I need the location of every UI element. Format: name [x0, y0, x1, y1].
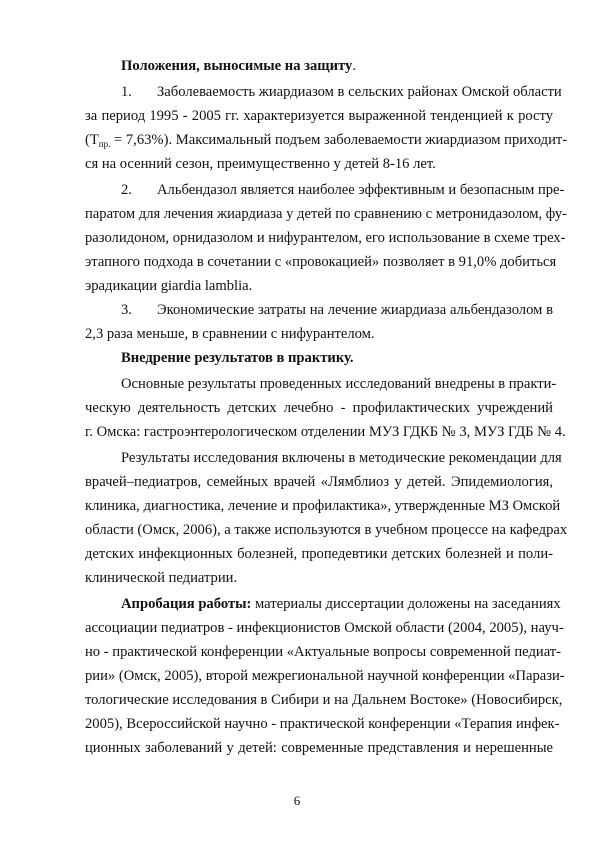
- text-line: этапного подхода в сочетании с «провокацией» позволяет в 91,0% добиться: [85, 254, 557, 270]
- text-line: но - практической конференции «Актуальные вопросы современной педиат-: [85, 644, 562, 660]
- text-line: клиника, диагностика, лечение и профилактика», утвержденные МЗ Омской: [85, 498, 561, 514]
- text-line: разолидоном, орнидазолом и нифурантелом, его использование в схеме трех-: [85, 230, 566, 246]
- text-line: г. Омска: гастроэнтерологическом отделении МУЗ ГДКБ № 3, МУЗ ГДБ № 4.: [85, 424, 566, 440]
- text-line: Основные результаты проведенных исследований внедрены в практи-: [121, 376, 557, 392]
- text-line: ческую деятельность детских лечебно - профилактических учреждений: [85, 400, 553, 416]
- text-line: [85, 131, 568, 153]
- text-line: 2,3 раза меньше, в сравнении с нифурантелом.: [85, 326, 375, 342]
- text-line: детских инфекционных болезней, пропедевтики детских болезней и поли-: [85, 546, 553, 562]
- list-number: 3.: [121, 302, 132, 318]
- section-heading-defense: [85, 57, 553, 75]
- page-number: 6: [293, 793, 301, 808]
- line-text: Заболеваемость жиардиазом в сельских районах Омской области: [157, 84, 562, 100]
- text-line: паратом для лечения жиардиаза у детей по сравнению с метронидазолом, фу-: [85, 206, 568, 222]
- section-heading-implementation: Внедрение результатов в практику.: [121, 350, 354, 366]
- text-line: [85, 181, 565, 199]
- text-line: клинической педиатрии.: [85, 570, 238, 586]
- text-line: рии» (Омск, 2005), второй межрегиональной научной конференции «Парази-: [85, 668, 565, 684]
- subscript: пр.: [98, 139, 111, 149]
- text-line: Результаты исследования включены в методические рекомендации для: [121, 450, 562, 466]
- line-text: = 7,63%). Максимальный подъем заболеваемости жиардиазом приходит-: [110, 132, 568, 148]
- line-text: материалы диссертации доложены на заседаниях: [251, 596, 561, 612]
- list-number: 1.: [121, 84, 132, 100]
- line-text: (Т: [85, 132, 99, 148]
- approbation-heading: Апробация работы:: [121, 596, 252, 612]
- line-text: Альбендазол является наиболее эффективным и безопасным пре-: [157, 182, 565, 198]
- heading-text: Положения, выносимые на защиту: [121, 58, 353, 74]
- text-line: эрадикации giardia lamblia.: [85, 278, 253, 294]
- line-text: Экономические затраты на лечение жиардиаза альбендазолом в: [157, 302, 553, 318]
- text-line: [85, 83, 562, 101]
- heading-period: .: [352, 58, 356, 74]
- text-line: за период 1995 - 2005 гг. характеризуется выраженной тенденцией к росту: [85, 108, 553, 124]
- text-line: ся на осенний сезон, преимущественно у детей 8-16 лет.: [85, 156, 436, 172]
- text-line: [85, 301, 553, 319]
- text-line: 2005), Всероссийской научно - практической конференции «Терапия инфек-: [85, 716, 560, 732]
- text-line: ассоциации педиатров - инфекционистов Омской области (2004, 2005), науч-: [85, 620, 564, 636]
- text-line: ционных заболеваний у детей: современные представления и нерешенные: [85, 740, 553, 756]
- text-line: области (Омск, 2006), а также используются в учебном процессе на кафедрах: [85, 522, 568, 538]
- text-line: врачей–педиатров, семейных врачей «Лямблиоз у детей. Эпидемиология,: [85, 474, 553, 490]
- text-line: [85, 595, 561, 613]
- list-number: 2.: [121, 182, 132, 198]
- text-line: тологические исследования в Сибири и на Дальнем Востоке» (Новосибирск,: [85, 692, 563, 708]
